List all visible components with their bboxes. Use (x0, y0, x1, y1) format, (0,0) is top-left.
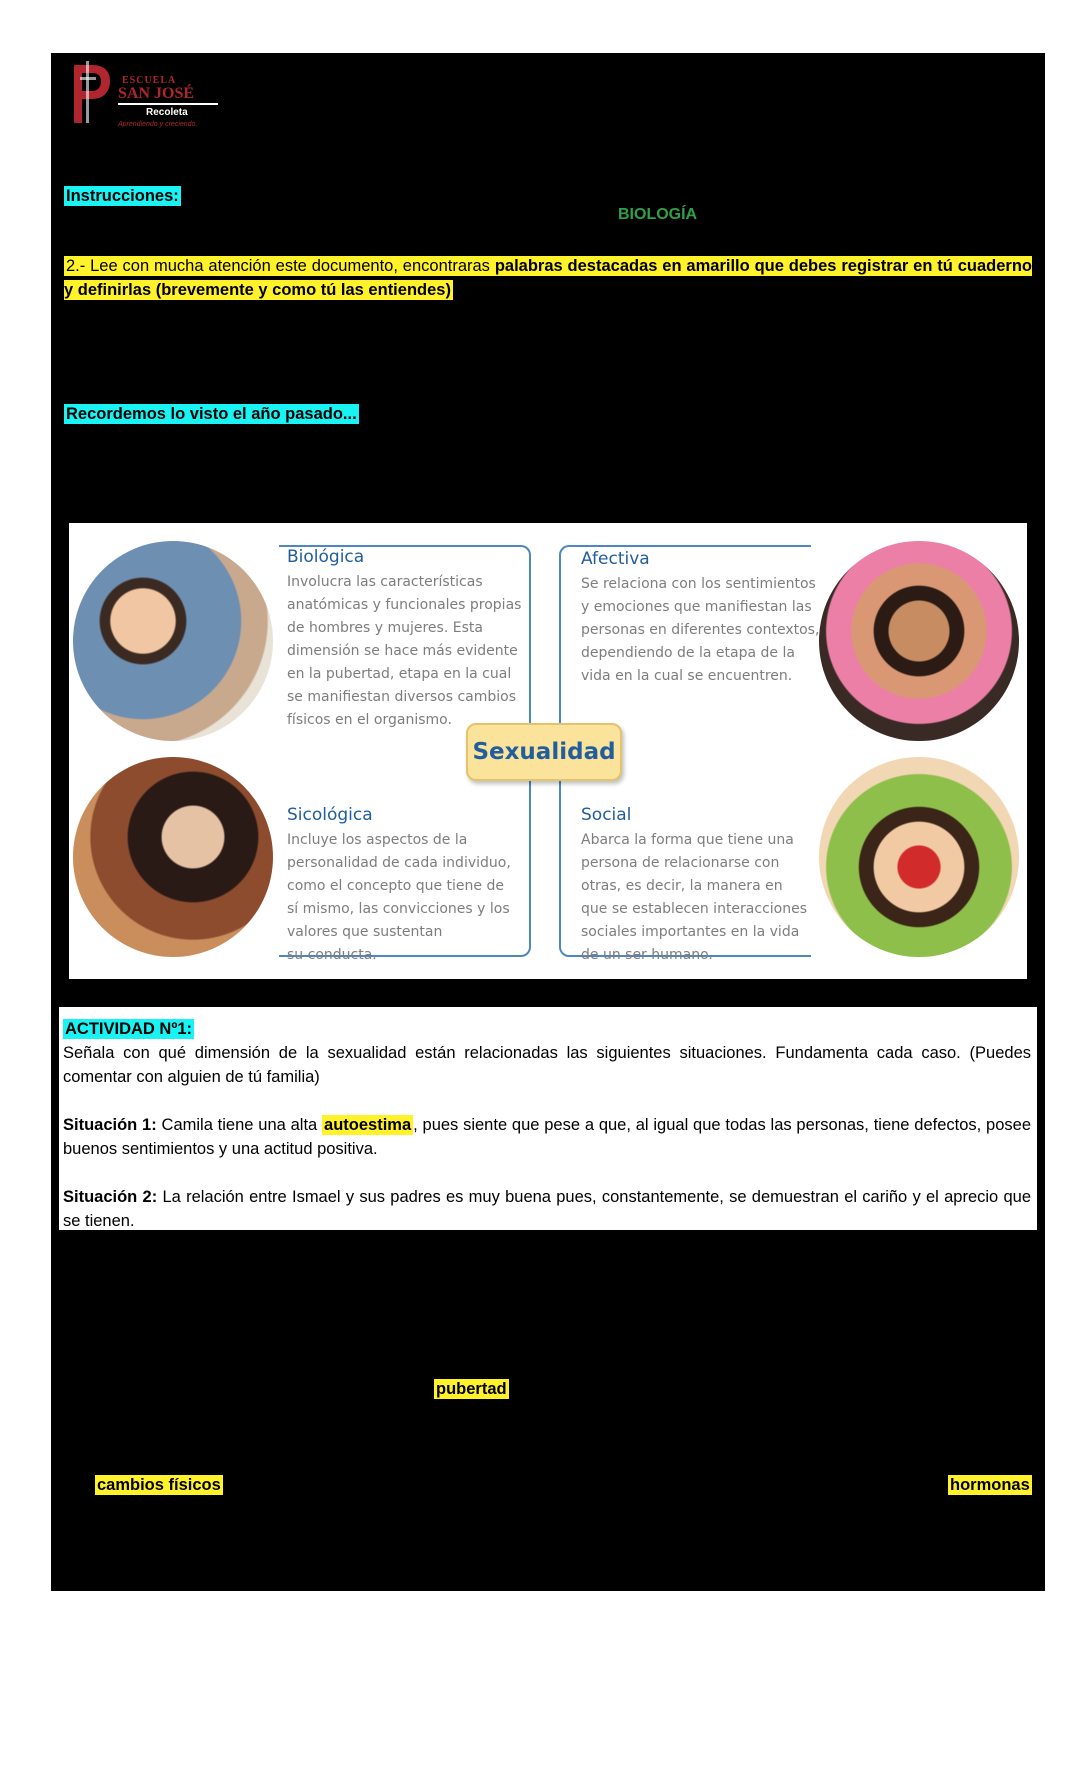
document-page (51, 53, 1045, 1591)
biologica-text: Involucra las características anatómicas y funcionales propias de hombres y mujeres. Esta dimensión se hace más evidente en la pubertad, etapa en la cual se manifiestan diversos cambios físicos en el organismo. (287, 574, 522, 728)
instructions-label: Instrucciones: (66, 187, 179, 205)
instruction-text: 2.- Lee con mucha atención este documento, encontraras (66, 257, 495, 275)
sicologica-title: Sicológica (287, 805, 373, 825)
activity-heading: ACTIVIDAD Nº1: (65, 1020, 193, 1038)
afectiva-text: Se relaciona con los sentimientos y emociones que manifiestan las personas en diferentes contextos, dependiendo de la etapa de la vida en la cual se encuentren. (581, 576, 820, 684)
activity-heading-wrap (63, 1017, 1031, 1041)
subject-title: BIOLOGÍA (618, 206, 698, 223)
hormonas-wrap (948, 1473, 1032, 1497)
biologica-title: Biológica (287, 547, 365, 567)
instruction-bold-text: palabras destacadas en amarillo que debes registrar en tú cuaderno y definirlas (brevemente y como tú las entiendes) (64, 257, 1032, 299)
logo-line-san-jose: SAN JOSÉ (118, 85, 195, 102)
sicologica-text: Incluye los aspectos de la personalidad de cada individuo, como el concepto que tiene de sí mismo, las convicciones y los valores que sustentan su conducta. (287, 832, 511, 963)
sexuality-dimensions-infographic (69, 523, 1027, 979)
afectiva-title: Afectiva (581, 549, 650, 569)
logo-line-escuela: ESCUELA (122, 75, 177, 86)
situation-1: Situación 1: Camila tiene una alta autoestima , pues siente que pese a que, al igual que todas las personas, tiene defectos, posee buenos sentimientos y una actitud positiva. (63, 1116, 1031, 1158)
social-text: Abarca la forma que tiene una persona de relacionarse con otras, es decir, la manera en que se establecen interacciones sociales importantes en la vida de un ser humano. (581, 832, 808, 963)
cambios-fisicos-wrap (95, 1473, 223, 1497)
logo-rule (118, 103, 218, 105)
instructions-label-wrap (64, 184, 181, 208)
cambios-fisicos-highlight: cambios físicos (97, 1476, 221, 1494)
school-crest-icon (68, 59, 112, 125)
instruction-paragraph (64, 254, 1032, 302)
pubertad-wrap (434, 1377, 509, 1401)
girls-friends-photo (819, 541, 1019, 741)
recall-heading: Recordemos lo visto el año pasado... (66, 405, 357, 423)
couple-photo (73, 541, 273, 741)
autoestima-highlight: autoestima (324, 1116, 412, 1134)
thinking-girl-photo (73, 757, 273, 957)
activity-prompt: Señala con qué dimensión de la sexualidad están relacionadas las siguientes situaciones. Fundamenta cada caso. (Puedes comentar con alguien de tú familia) (63, 1044, 1031, 1086)
recall-heading-wrap (64, 402, 359, 426)
school-logo (68, 57, 218, 129)
social-title: Social (581, 805, 632, 825)
activity-section (59, 1007, 1037, 1230)
situation-2: Situación 2: La relación entre Ismael y sus padres es muy buena pues, constantemente, se demuestran el cariño y el aprecio que se tienen. (63, 1188, 1032, 1230)
pubertad-highlight: pubertad (436, 1380, 507, 1398)
sexualidad-center-badge: Sexualidad (466, 723, 622, 781)
logo-tagline: Aprendiendo y creciendo. (118, 121, 198, 128)
logo-line-recoleta: Recoleta (146, 107, 188, 118)
hormonas-highlight: hormonas (950, 1476, 1030, 1494)
group-friends-photo (819, 757, 1019, 957)
